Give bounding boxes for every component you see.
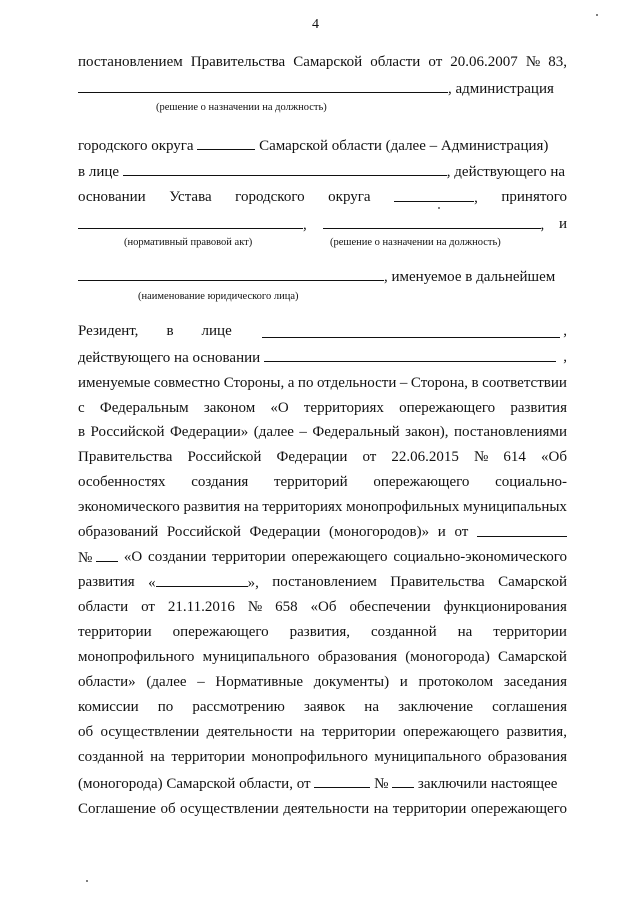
paragraph-line: комиссии по рассмотрению заявок на заключение соглашения [78,699,567,715]
blank-resident-basis[interactable] [264,347,556,362]
paragraph-line: постановлением Правительства Самарской области от 20.06.2007 № 83, [78,54,567,70]
paragraph-line: территории опережающего развития, созданной на территории [78,624,567,640]
blank-resolution-date[interactable] [477,522,567,537]
paragraph-line: № «О создании территории опережающего социально-экономического [78,549,567,566]
paragraph-line: с Федеральным законом «О территориях опережающего развития [78,400,567,416]
paragraph-line: (моногорода) Самарской области, от № заключили настоящее [78,773,567,794]
blank-appointment-decision[interactable] [78,78,448,93]
paragraph-line: Правительства Российской Федерации от 22.06.2015 № 614 «Об [78,449,567,465]
scan-speck [86,880,88,882]
blank-resident-representative[interactable] [262,323,560,338]
paragraph-line: особенностях создания территорий опережающего социально- [78,474,567,490]
blank-charter-adopted[interactable] [394,187,474,202]
field-caption: (решение о назначении на должность) [330,237,501,248]
paragraph-line: Резидент, в лице , [78,323,567,339]
paragraph-line: созданной на территории монопрофильного муниципального образования [78,749,567,765]
field-caption: (решение о назначении на должность) [156,102,327,113]
scan-speck [596,14,598,16]
blank-protocol-date[interactable] [314,773,370,788]
paragraph-line: образований Российской Федерации (моногородов)» и от [78,522,567,542]
paragraph-line: в Российской Федерации» (далее – Федеральный закон), постановлениями [78,424,567,440]
blank-legal-entity-name[interactable] [78,266,384,281]
paragraph-line: области от 21.11.2016 № 658 «Об обеспечении функционирования [78,599,567,615]
paragraph-line: экономического развития на территориях монопрофильных муниципальных [78,499,567,515]
paragraph-line: основании Устава городского округа , принятого [78,189,567,206]
paragraph-line: Соглашение об осуществлении деятельности на территории опережающего [78,801,567,817]
paragraph-line: именуемые совместно Стороны, а по отдельности – Сторона, в соответствии [78,375,567,391]
field-caption: (наименование юридического лица) [138,291,299,302]
blank-resolution-number[interactable] [96,547,118,562]
paragraph-line: , администрация [78,78,567,99]
paragraph-line: области» (далее – Нормативные документы) и протоколом заседания [78,674,567,690]
blank-protocol-number[interactable] [392,773,414,788]
paragraph-line: , именуемое в дальнейшем [78,266,567,287]
field-caption: (нормативный правовой акт) [124,237,253,248]
page-number: 4 [312,17,319,32]
paragraph-line: монопрофильного муниципального образования (моногорода) Самарской [78,649,567,665]
blank-appointment-decision-2[interactable] [323,214,541,229]
blank-territory-name[interactable] [156,572,248,587]
paragraph-line: развития « », постановлением Правительства Самарской [78,574,567,591]
blank-normative-act[interactable] [78,214,303,229]
paragraph-line: действующего на основании , [78,349,567,366]
blank-city-district[interactable] [197,135,255,150]
paragraph-line: городского округа Самарской области (далее – Администрация) [78,135,567,156]
paragraph-line: в лице , действующего на [78,161,567,182]
paragraph-line: , , и [78,214,567,235]
paragraph-line: об осуществлении деятельности на территории опережающего развития, [78,724,567,740]
blank-representative-name[interactable] [123,161,447,176]
